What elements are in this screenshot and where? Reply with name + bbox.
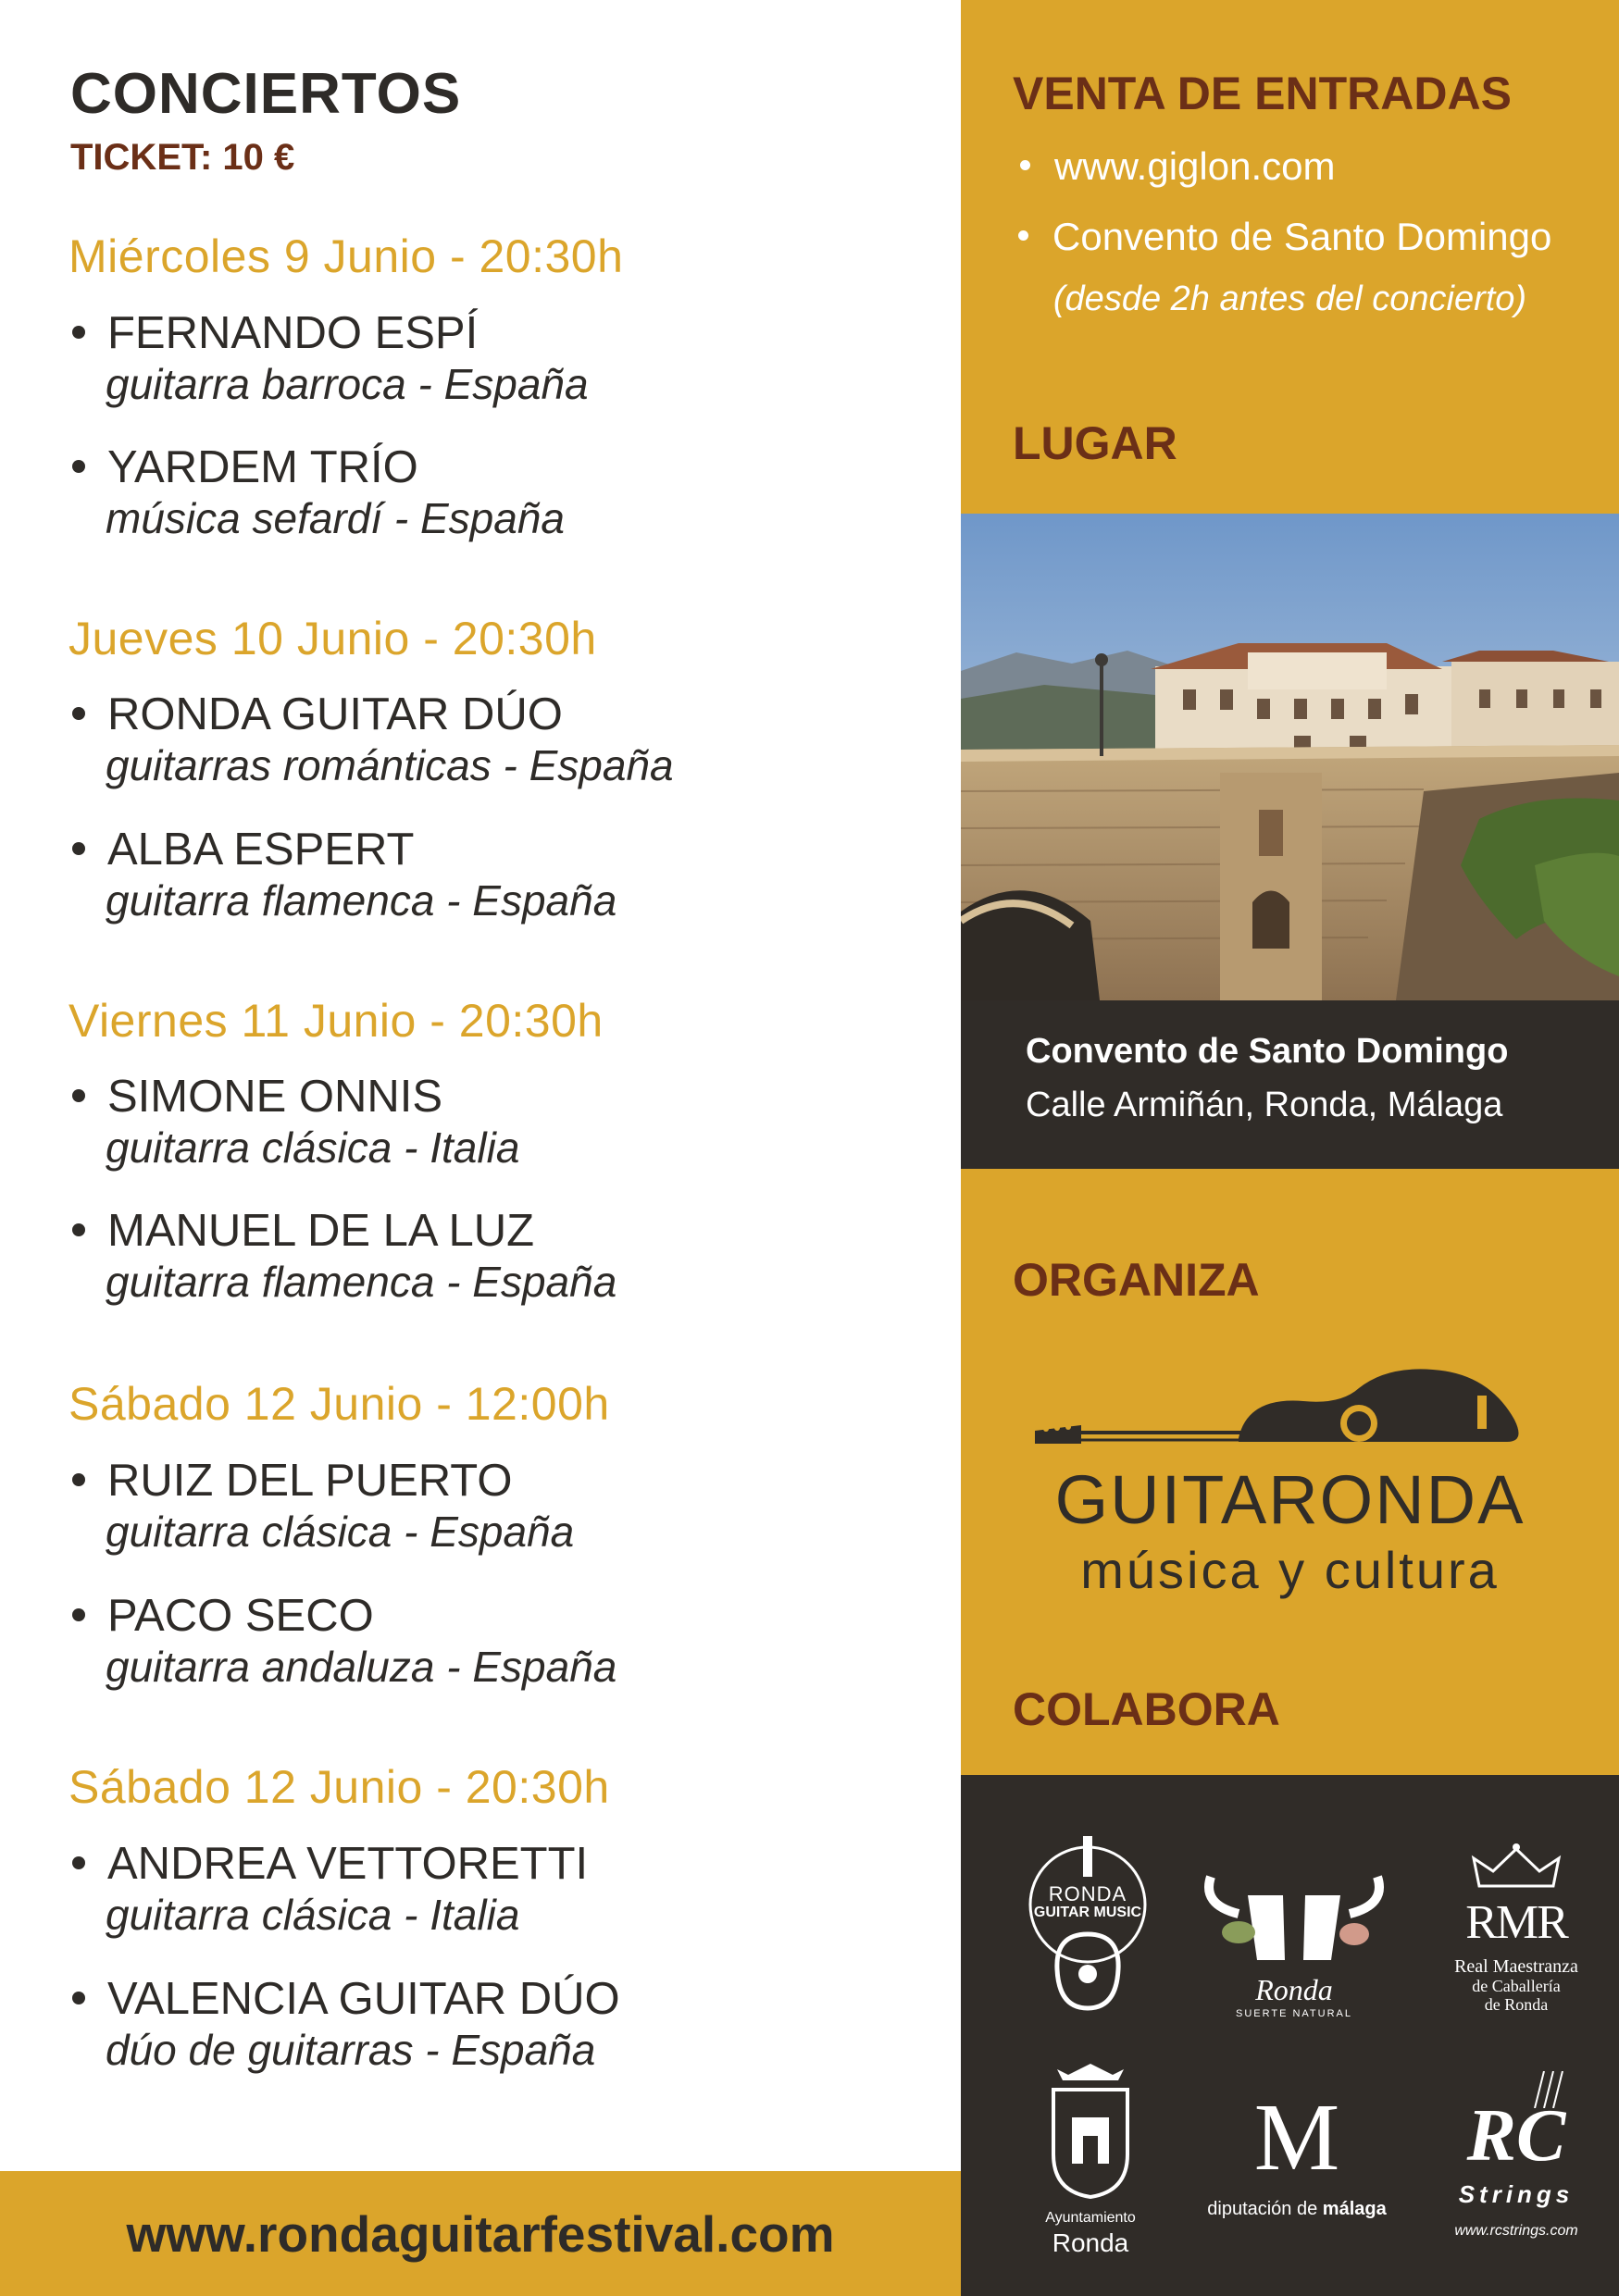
sponsor-text: Ronda	[1052, 2228, 1129, 2257]
sponsor-text: Strings	[1458, 2180, 1575, 2208]
artist-name: ALBA ESPERT	[72, 824, 414, 875]
bullet-icon	[72, 1473, 85, 1486]
sponsor-text: Ayuntamiento	[1045, 2210, 1136, 2226]
sponsor-text: RONDA	[1048, 1882, 1127, 1905]
artist-desc: guitarra clásica - Italia	[106, 1123, 520, 1172]
day-heading: Miércoles 9 Junio - 20:30h	[68, 230, 624, 282]
day-heading: Sábado 12 Junio - 12:00h	[68, 1378, 610, 1430]
artist-name: FERNANDO ESPÍ	[72, 307, 478, 359]
sponsor-text: www.rcstrings.com	[1454, 2223, 1578, 2239]
venue-photo	[961, 514, 1619, 1000]
coat-of-arms-icon	[1016, 2062, 1164, 2201]
sponsor-diputacion-malaga[interactable]	[1200, 2084, 1394, 2256]
sponsor-text: diputación de málaga	[1207, 2199, 1387, 2219]
sponsors-panel	[961, 1775, 1619, 2296]
footer-bar	[0, 2171, 961, 2296]
sponsor-ronda-guitar-music[interactable]	[1018, 1831, 1157, 2016]
artist-name: RONDA GUITAR DÚO	[72, 689, 563, 740]
organizer-tagline: música y cultura	[1080, 1541, 1500, 1599]
day-heading: Sábado 12 Junio - 20:30h	[68, 1761, 610, 1813]
artist-desc: guitarra flamenca - España	[106, 1258, 617, 1306]
sponsors-heading: COLABORA	[1013, 1683, 1280, 1735]
sponsor-text: M	[1253, 2084, 1340, 2191]
bullet-icon	[72, 1223, 85, 1236]
artist-name: RUIZ DEL PUERTO	[72, 1455, 512, 1507]
sponsor-text: Ronda	[1255, 1973, 1333, 2006]
venue-address: Calle Armiñán, Ronda, Málaga	[1026, 1086, 1503, 1124]
venue-heading: LUGAR	[1013, 417, 1177, 469]
sponsor-text: RC	[1466, 2095, 1566, 2177]
artist-name: PACO SECO	[72, 1590, 374, 1642]
organizer-name: GUITARONDA	[1054, 1461, 1526, 1538]
bull-logo-icon	[1202, 1858, 1387, 1979]
bullet-icon	[1018, 230, 1028, 241]
bullet-icon	[72, 1856, 85, 1869]
ronda-guitar-music-logo-icon	[1018, 1831, 1157, 2016]
day-heading: Viernes 11 Junio - 20:30h	[68, 995, 604, 1047]
artist-desc: guitarra andaluza - España	[106, 1643, 617, 1691]
bullet-icon	[72, 1608, 85, 1621]
sponsor-text: Real Maestranza	[1454, 1956, 1578, 1977]
artist-desc: música sefardí - España	[106, 494, 566, 542]
sponsor-real-maestranza[interactable]	[1424, 1840, 1609, 2034]
artist-desc: dúo de guitarras - España	[106, 2026, 596, 2074]
artist-desc: guitarra clásica - España	[106, 1508, 575, 1556]
artist-name: YARDEM TRÍO	[72, 441, 418, 493]
sponsor-ayuntamiento-ronda[interactable]	[1016, 2062, 1164, 2275]
artist-desc: guitarra flamenca - España	[106, 876, 617, 925]
sponsor-text: de Ronda	[1484, 1995, 1549, 2014]
bullet-icon	[72, 1089, 85, 1102]
crown-icon	[1424, 1840, 1609, 1895]
ticket-point-web[interactable]: www.giglon.com	[1020, 144, 1335, 189]
artist-name: SIMONE ONNIS	[72, 1071, 442, 1123]
artist-name: VALENCIA GUITAR DÚO	[72, 1973, 620, 2025]
ticket-note: (desde 2h antes del concierto)	[1052, 279, 1527, 318]
bullet-icon	[72, 326, 85, 339]
artist-desc: guitarra clásica - Italia	[106, 1891, 520, 1939]
artist-desc: guitarras románticas - España	[106, 741, 674, 789]
bullet-icon	[72, 460, 85, 473]
venue-name: Convento de Santo Domingo	[1026, 1032, 1509, 1071]
organizer-heading: ORGANIZA	[1013, 1254, 1260, 1306]
sponsor-ronda-suerte-natural[interactable]	[1202, 1858, 1387, 2025]
bullet-icon	[72, 1992, 85, 2004]
info-sidebar	[961, 0, 1619, 2296]
sponsor-text: RMR	[1465, 1896, 1567, 1949]
venue-info-box	[961, 1000, 1619, 1169]
festival-website-link[interactable]: www.rondaguitarfestival.com	[126, 2205, 835, 2263]
day-heading: Jueves 10 Junio - 20:30h	[68, 613, 597, 664]
artist-desc: guitarra barroca - España	[106, 360, 589, 408]
bullet-icon	[72, 707, 85, 720]
sponsor-text: GUITAR MUSIC	[1033, 1905, 1142, 1920]
bullet-icon	[72, 842, 85, 855]
ticket-price: TICKET: 10 €	[70, 137, 295, 178]
sponsor-text: de Caballería	[1472, 1977, 1561, 1995]
ticket-point-venue: Convento de Santo Domingo	[1018, 215, 1551, 259]
program-title: CONCIERTOS	[70, 62, 462, 126]
artist-name: ANDREA VETTORETTI	[72, 1838, 588, 1890]
artist-name: MANUEL DE LA LUZ	[72, 1205, 534, 1257]
sponsor-text: SUERTE NATURAL	[1235, 2008, 1352, 2019]
sponsor-rc-strings[interactable]	[1424, 2071, 1609, 2275]
tickets-heading: VENTA DE ENTRADAS	[1013, 68, 1512, 119]
bullet-icon	[1020, 160, 1030, 170]
